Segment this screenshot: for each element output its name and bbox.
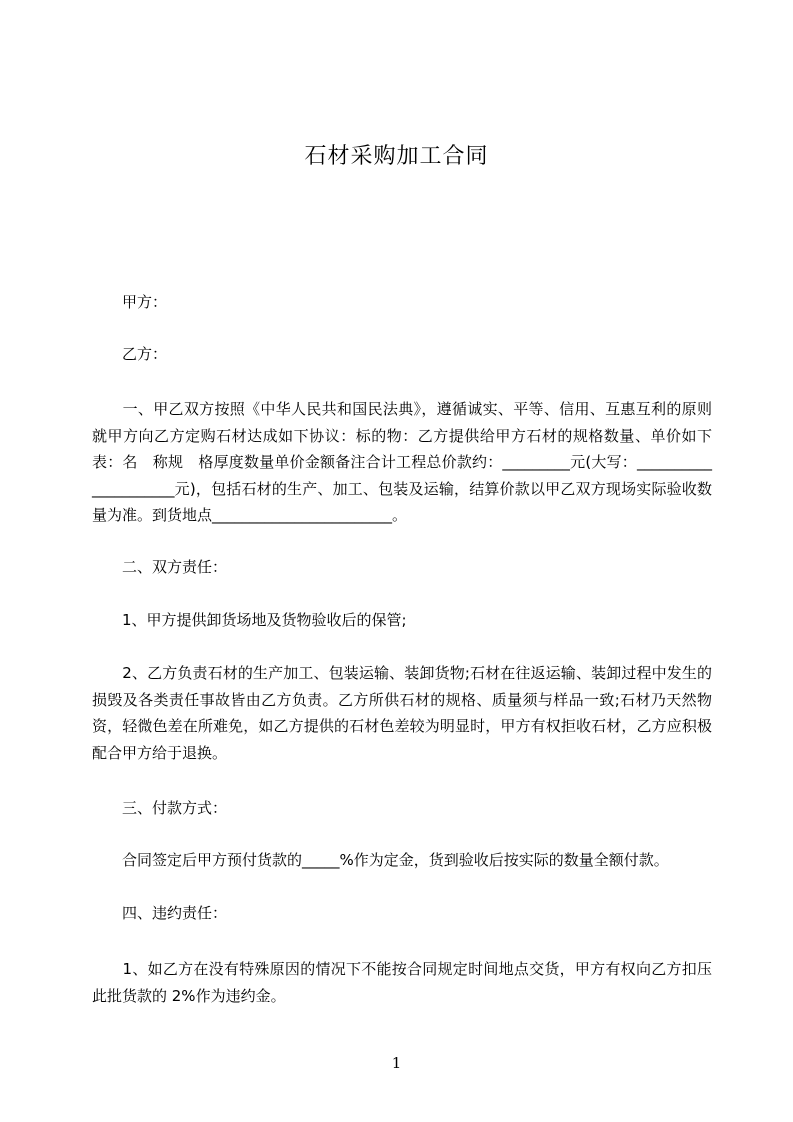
clause-3-payment: 合同签定后甲方预付货款的_____%作为定金，货到验收后按实际的数量全额付款。	[92, 851, 669, 869]
clause-1-agreement: 一、甲乙双方按照《中华人民共和国民法典》，遵循诚实、平等、信用、互惠互利的原则就甲方向乙方定购石材达成如下协议：标的物：乙方提供给甲方石材的规格数量、单价如下表：名 称规 格厚度数量单价金额备注合计工程总价款约：_________元(大写：_____________________元)，包括石材的生产、加工、包装及运输，结算价款以甲乙双方现场实际验收数量为准。到货地点________________________。	[92, 400, 712, 524]
clause-2-item-1: 1、甲方提供卸货场地及货物验收后的保管;	[92, 611, 407, 629]
clause-2-heading: 二、双方责任：	[92, 558, 228, 576]
clause-3-heading: 三、付款方式：	[92, 799, 228, 817]
clause-2-item-2: 2、乙方负责石材的生产加工、包装运输、装卸货物;石材在往返运输、装卸过程中发生的损毁及各类责任事故皆由乙方负责。乙方所供石材的规格、质量须与样品一致;石材乃天然物资，轻微色差在所难免，如乙方提供的石材色差较为明显时，甲方有权拒收石材，乙方应积极配合甲方给于退换。	[92, 664, 712, 762]
clause-4-item-1: 1、如乙方在没有特殊原因的情况下不能按合同规定时间地点交货，甲方有权向乙方扣压此批货款的 2%作为违约金。	[92, 960, 712, 1005]
party-a-line: 甲方：	[92, 293, 168, 311]
party-b-line: 乙方：	[92, 345, 168, 363]
page-number: 1	[391, 1054, 402, 1072]
document-title: 石材采购加工合同	[304, 144, 489, 169]
clause-4-heading: 四、违约责任：	[92, 904, 228, 922]
